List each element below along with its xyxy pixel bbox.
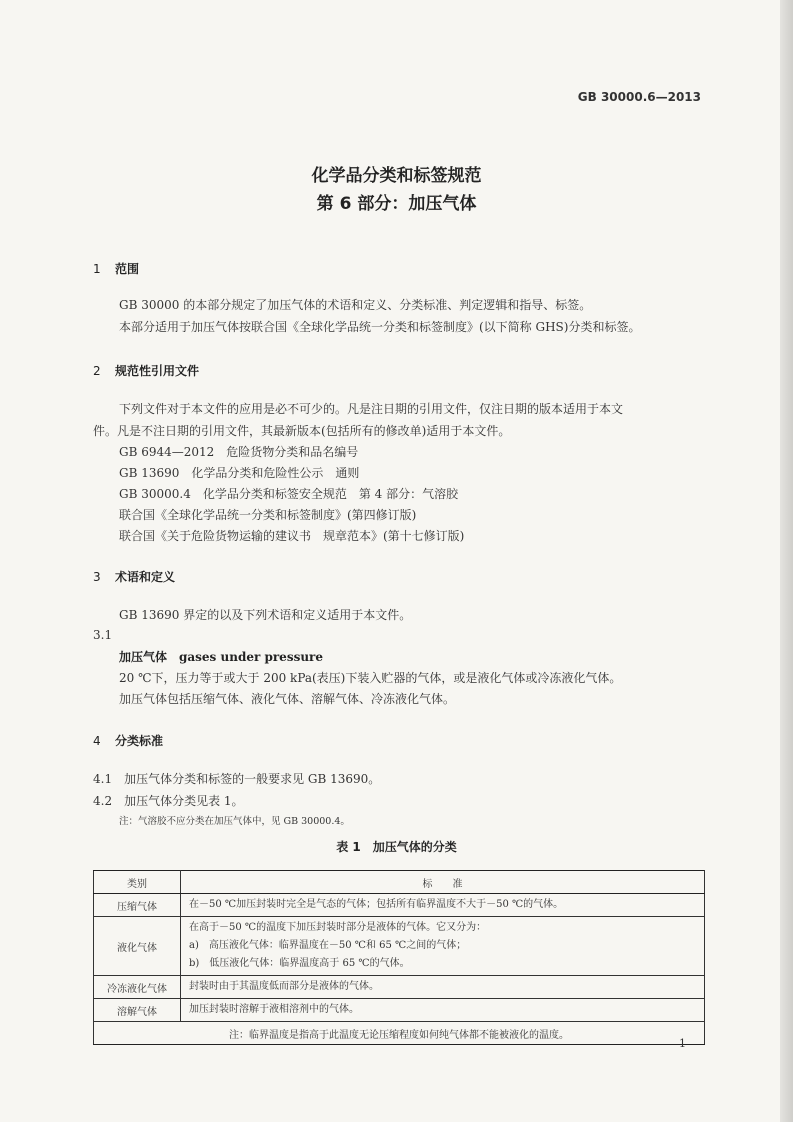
section-number: 1 (93, 262, 101, 276)
reference-item: 联合国《关于危险货物运输的建议书 规章范本》(第十七修订版) (119, 529, 465, 543)
criteria-line: 封装时由于其温度低而部分是液体的气体。 (189, 981, 379, 992)
document-title: 化学品分类和标签规范 (311, 166, 482, 186)
paragraph: 下列文件对于本文件的应用是必不可少的。凡是注日期的引用文件，仅注日期的版本适用于本文 (119, 402, 624, 416)
reference-item: GB 13690 化学品分类和危险性公示 通则 (119, 466, 360, 480)
criteria-cell (181, 999, 705, 1022)
criteria-line: a) 高压液化气体：临界温度在－50 ℃和 65 ℃之间的气体； (189, 940, 467, 951)
table-header-row (94, 871, 705, 894)
paragraph: GB 30000 的本部分规定了加压气体的术语和定义、分类标准、判定逻辑和指导、标签。 (119, 298, 592, 312)
table-row (94, 999, 705, 1022)
criteria-line: 在－50 ℃加压封装时完全是气态的气体；包括所有临界温度不大于－50 ℃的气体。 (189, 899, 564, 910)
category-cell: 冷冻液化气体 (94, 976, 181, 999)
clause-item: 4.2 加压气体分类见表 1。 (93, 794, 244, 808)
criteria-cell (181, 917, 705, 976)
reference-item: GB 6944—2012 危险货物分类和品名编号 (119, 445, 359, 459)
column-header-category: 类别 (94, 871, 181, 894)
clause-item: 4.1 加压气体分类和标签的一般要求见 GB 13690。 (93, 772, 381, 786)
section-1-heading (93, 260, 139, 277)
reference-item: 联合国《全球化学品统一分类和标签制度》(第四修订版) (119, 508, 417, 522)
definition-text: 加压气体包括压缩气体、液化气体、溶解气体、冷冻液化气体。 (119, 692, 456, 706)
table-row (94, 917, 705, 976)
section-title: 术语和定义 (115, 570, 176, 584)
definition-text: 20 ℃下，压力等于或大于 200 kPa(表压)下装入贮器的气体，或是液化气体或冷冻液化气体。 (119, 671, 622, 685)
reference-item: GB 30000.4 化学品分类和标签安全规范 第 4 部分：气溶胶 (119, 487, 459, 501)
category-cell: 液化气体 (94, 917, 181, 976)
page-number: 1 (679, 1037, 686, 1050)
paragraph: 本部分适用于加压气体按联合国《全球化学品统一分类和标签制度》(以下简称 GHS)分类和标签。 (119, 320, 641, 334)
subsection-number: 3.1 (93, 628, 113, 642)
criteria-line: b) 低压液化气体：临界温度高于 65 ℃的气体。 (189, 958, 410, 969)
paragraph: GB 13690 界定的以及下列术语和定义适用于本文件。 (119, 608, 412, 622)
classification-table (93, 870, 705, 1045)
table-row (94, 976, 705, 999)
paragraph: 件。凡是不注日期的引用文件，其最新版本(包括所有的修改单)适用于本文件。 (93, 424, 511, 438)
table-caption: 表 1 加压气体的分类 (336, 840, 457, 854)
criteria-cell (181, 894, 705, 917)
category-cell: 溶解气体 (94, 999, 181, 1022)
table-row (94, 894, 705, 917)
document-subtitle: 第 6 部分：加压气体 (316, 194, 477, 214)
section-3-heading (93, 568, 175, 585)
section-2-heading (93, 362, 199, 379)
section-title: 规范性引用文件 (115, 364, 200, 378)
criteria-line: 在高于－50 ℃的温度下加压封装时部分是液体的气体。它又分为： (189, 922, 487, 933)
section-4-heading (93, 732, 163, 749)
section-number: 2 (93, 364, 101, 378)
criteria-cell (181, 976, 705, 999)
criteria-line: 加压封装时溶解于液相溶剂中的气体。 (189, 1004, 359, 1015)
column-header-criteria: 标 准 (181, 871, 705, 894)
section-number: 3 (93, 570, 101, 584)
note-text: 注：气溶胶不应分类在加压气体中，见 GB 30000.4。 (119, 816, 350, 827)
term-heading: 加压气体 gases under pressure (119, 650, 324, 664)
section-title: 范围 (115, 262, 140, 276)
standard-code: GB 30000.6—2013 (577, 90, 701, 104)
section-number: 4 (93, 734, 101, 748)
section-title: 分类标准 (115, 734, 164, 748)
table-footnote-row (94, 1022, 705, 1045)
category-cell: 压缩气体 (94, 894, 181, 917)
table-footnote: 注：临界温度是指高于此温度无论压缩程度如何纯气体都不能被液化的温度。 (94, 1022, 705, 1045)
